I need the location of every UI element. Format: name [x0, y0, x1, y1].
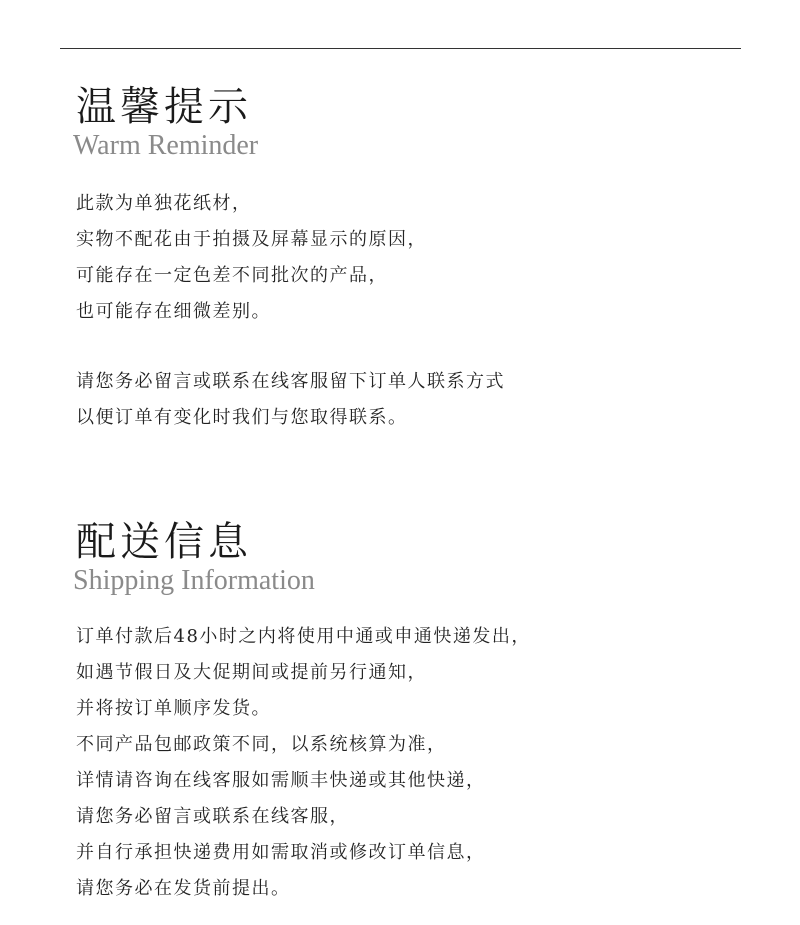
shipping-line: 如遇节假日及大促期间或提前另行通知， — [76, 662, 427, 683]
reminder-line: 可能存在一定色差不同批次的产品， — [76, 265, 388, 286]
reminder-line: 请您务必留言或联系在线客服留下订单人联系方式 — [76, 371, 505, 392]
shipping-line: 不同产品包邮政策不同，以系统核算为准， — [76, 734, 447, 755]
reminder-line: 此款为单独花纸材， — [76, 193, 252, 214]
reminder-line: 实物不配花由于拍摄及屏幕显示的原因， — [76, 229, 427, 250]
shipping-section — [73, 519, 776, 907]
reminder-paragraph-1 — [76, 186, 776, 330]
reminder-title-en: Warm Reminder — [73, 130, 259, 161]
shipping-paragraph — [76, 619, 776, 907]
reminder-line: 以便订单有变化时我们与您取得联系。 — [76, 407, 408, 428]
shipping-title-cn: 配送信息 — [76, 519, 252, 565]
shipping-line: 并自行承担快递费用如需取消或修改订单信息， — [76, 842, 486, 863]
shipping-line: 请您务必在发货前提出。 — [76, 878, 291, 899]
reminder-paragraph-2 — [76, 364, 776, 436]
top-divider — [60, 48, 741, 49]
reminder-title-cn: 温馨提示 — [76, 84, 252, 130]
shipping-line: 请您务必留言或联系在线客服， — [76, 806, 349, 827]
reminder-section — [73, 84, 776, 436]
shipping-line: 并将按订单顺序发货。 — [76, 698, 271, 719]
shipping-line: 详情请咨询在线客服如需顺丰快递或其他快递， — [76, 770, 486, 791]
shipping-title-en: Shipping Information — [73, 565, 315, 596]
shipping-line: 订单付款后48小时之内将使用中通或申通快递发出， — [76, 626, 531, 647]
reminder-line: 也可能存在细微差别。 — [76, 301, 271, 322]
